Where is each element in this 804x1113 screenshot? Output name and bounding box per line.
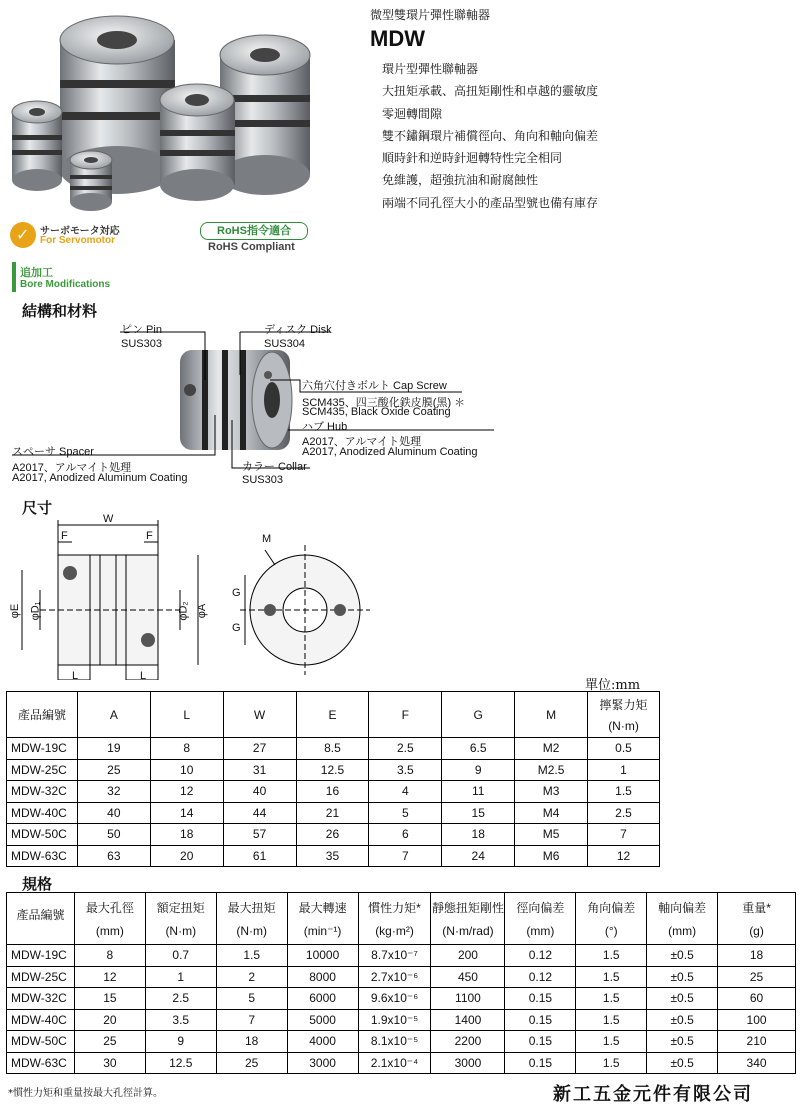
spec-header-label: 最大轉速 bbox=[298, 901, 347, 915]
table-cell: 5 bbox=[369, 802, 442, 824]
table-cell: 40 bbox=[223, 781, 296, 803]
dim-G-label-bottom: G bbox=[232, 622, 241, 634]
table-cell: 2.7x10⁻⁶ bbox=[358, 966, 431, 988]
spec-header-label: 徑向偏差 bbox=[516, 901, 565, 915]
table-cell: MDW-50C bbox=[7, 1031, 75, 1053]
spec-header-label: 慣性力矩* bbox=[368, 901, 421, 915]
table-cell: 12.5 bbox=[145, 1052, 216, 1074]
spec-header-unit: (mm) bbox=[668, 924, 697, 938]
table-cell: 20 bbox=[150, 845, 223, 867]
feature-item: 兩端不同孔徑大小的產品型號也備有庫存 bbox=[382, 195, 599, 210]
table-cell: 8.7x10⁻⁷ bbox=[358, 945, 431, 967]
dim-header-torque-unit: (N·m) bbox=[608, 719, 639, 733]
feature-item: 順時針和逆時針迴轉特性完全相同 bbox=[382, 151, 563, 166]
table-cell: ±0.5 bbox=[647, 988, 718, 1010]
table-cell: 9 bbox=[145, 1031, 216, 1053]
spec-header-label: 重量* bbox=[742, 901, 771, 915]
feature-item: 環片型彈性聯軸器 bbox=[382, 62, 479, 76]
spec-header-unit: (°) bbox=[604, 924, 618, 938]
table-cell: MDW-32C bbox=[7, 988, 75, 1010]
dim-header-F: F bbox=[369, 692, 442, 738]
spec-header-cell bbox=[216, 893, 287, 945]
dim-header-E: E bbox=[296, 692, 369, 738]
collar-material: SUS303 bbox=[242, 474, 283, 486]
rohs-badge-en: RoHS Compliant bbox=[208, 241, 295, 253]
table-row bbox=[7, 781, 660, 803]
table-cell: 1.5 bbox=[576, 1052, 647, 1074]
spec-header-cell bbox=[358, 893, 431, 945]
dim-D1-label: φD₁ bbox=[29, 601, 42, 621]
table-cell: MDW-32C bbox=[7, 781, 78, 803]
table-cell: MDW-19C bbox=[7, 738, 78, 760]
dim-F-label-left: F bbox=[61, 530, 68, 542]
dim-header-A: A bbox=[77, 692, 150, 738]
dim-F-label-right: F bbox=[146, 530, 153, 542]
table-cell: MDW-63C bbox=[7, 845, 78, 867]
table-cell: 5000 bbox=[287, 1009, 358, 1031]
table-cell: 9.6x10⁻⁶ bbox=[358, 988, 431, 1010]
table-cell: 8 bbox=[74, 945, 145, 967]
table-cell: 1.5 bbox=[576, 1031, 647, 1053]
table-cell: 6 bbox=[369, 824, 442, 846]
dim-header-G: G bbox=[442, 692, 515, 738]
bore-modifications-badge bbox=[12, 262, 111, 292]
table-cell: ±0.5 bbox=[647, 1052, 718, 1074]
pin-label: ピン Pin bbox=[121, 324, 162, 336]
table-cell: 27 bbox=[223, 738, 296, 760]
spec-header-unit: (mm) bbox=[526, 924, 555, 938]
disk-label: ディスク Disk bbox=[264, 324, 332, 336]
coupling-tiny-icon bbox=[70, 151, 112, 211]
specs-table bbox=[6, 892, 796, 1074]
pin-material: SUS303 bbox=[121, 338, 162, 350]
servo-badge-jp: サーボモータ対応 bbox=[40, 226, 120, 237]
spec-header-unit: (min⁻¹) bbox=[303, 924, 342, 938]
spec-header-label: 額定扭矩 bbox=[156, 901, 205, 915]
dim-E-label: φE bbox=[9, 603, 22, 619]
table-cell: 21 bbox=[296, 802, 369, 824]
hub-material-en: A2017, Anodized Aluminum Coating bbox=[302, 446, 478, 458]
table-cell: 100 bbox=[718, 1009, 796, 1031]
table-cell: 0.15 bbox=[505, 1052, 576, 1074]
feature-item: 大扭矩承載、高扭矩剛性和卓越的靈敏度 bbox=[382, 84, 599, 99]
table-cell: 6000 bbox=[287, 988, 358, 1010]
table-cell: M6 bbox=[515, 845, 588, 867]
table-cell: 0.12 bbox=[505, 945, 576, 967]
table-cell: 1100 bbox=[431, 988, 505, 1010]
table-cell: 2.1x10⁻⁴ bbox=[358, 1052, 431, 1074]
table-row bbox=[7, 845, 660, 867]
spacer-material-jp: A2017、アルマイト処理 bbox=[12, 462, 132, 474]
table-cell: MDW-19C bbox=[7, 945, 75, 967]
spec-header-cell bbox=[431, 893, 505, 945]
collar-label: カラー Collar bbox=[242, 461, 307, 473]
bolt-hole-icon bbox=[264, 604, 276, 616]
spec-header-unit: (N·m) bbox=[236, 924, 267, 938]
table-cell: MDW-40C bbox=[7, 802, 78, 824]
spec-header-label: 角向偏差 bbox=[587, 901, 636, 915]
spacer-material-en: A2017, Anodized Aluminum Coating bbox=[12, 472, 188, 484]
table-row bbox=[7, 824, 660, 846]
table-cell: 3.5 bbox=[145, 1009, 216, 1031]
table-cell: 60 bbox=[718, 988, 796, 1010]
table-cell: 9 bbox=[442, 759, 515, 781]
table-cell: 200 bbox=[431, 945, 505, 967]
table-cell: 1.5 bbox=[576, 945, 647, 967]
hub-material-jp: A2017、アルマイト処理 bbox=[302, 436, 422, 448]
table-cell: 10 bbox=[150, 759, 223, 781]
coupling-small-left-icon bbox=[12, 101, 62, 191]
table-cell: 26 bbox=[296, 824, 369, 846]
dim-header-M: M bbox=[515, 692, 588, 738]
table-cell: 61 bbox=[223, 845, 296, 867]
table-cell: 1.9x10⁻⁵ bbox=[358, 1009, 431, 1031]
table-cell: 0.15 bbox=[505, 988, 576, 1010]
feature-item: 零迴轉間隙 bbox=[382, 106, 443, 121]
servo-check-icon: ✓ bbox=[16, 225, 30, 244]
table-cell: 8.1x10⁻⁵ bbox=[358, 1031, 431, 1053]
table-cell: 8 bbox=[150, 738, 223, 760]
table-cell: 18 bbox=[216, 1031, 287, 1053]
spec-header-cell bbox=[647, 893, 718, 945]
screw-material-jp: SCM435、四三酸化鉄皮膜(黑) ＊ bbox=[302, 397, 466, 409]
dim-D2-label: φD₂ bbox=[177, 601, 190, 621]
table-cell: 0.7 bbox=[145, 945, 216, 967]
screw-label: 六角穴付きボルト Cap Screw bbox=[302, 380, 447, 392]
spec-header-unit: (N·m) bbox=[165, 924, 197, 938]
dim-W-label: W bbox=[103, 513, 114, 525]
table-cell: 12 bbox=[74, 966, 145, 988]
spec-header-label: 靜態扭矩剛性 bbox=[431, 901, 504, 915]
table-row bbox=[7, 945, 796, 967]
rohs-badge-jp: RoHS指令適合 bbox=[200, 222, 308, 240]
spec-header-cell bbox=[7, 893, 75, 945]
unit-label: 單位:mm bbox=[585, 678, 641, 693]
table-cell: 2.5 bbox=[369, 738, 442, 760]
table-row bbox=[7, 988, 796, 1010]
hub-label: ハブ Hub bbox=[302, 421, 348, 433]
table-cell: 32 bbox=[77, 781, 150, 803]
spec-header-label: 最大扭矩 bbox=[227, 901, 276, 915]
spacer-label: スペーサ Spacer bbox=[12, 446, 94, 458]
table-cell: 20 bbox=[74, 1009, 145, 1031]
table-cell: 1.5 bbox=[588, 781, 660, 803]
spec-header-cell bbox=[74, 893, 145, 945]
table-cell: M2 bbox=[515, 738, 588, 760]
bore-badge-en: Bore Modifications bbox=[20, 279, 111, 290]
table-cell: 7 bbox=[588, 824, 660, 846]
screw-head-icon bbox=[141, 633, 155, 647]
table-cell: 3.5 bbox=[369, 759, 442, 781]
spec-header-cell bbox=[576, 893, 647, 945]
dim-G-label-top: G bbox=[232, 587, 241, 599]
table-cell: 18 bbox=[150, 824, 223, 846]
table-cell: 18 bbox=[718, 945, 796, 967]
specs-title: 規格 bbox=[22, 875, 53, 893]
table-cell: 1.5 bbox=[216, 945, 287, 967]
screw-material-en: SCM435, Black Oxide Coating bbox=[302, 406, 451, 418]
screw-head-icon bbox=[63, 566, 77, 580]
table-cell: 4000 bbox=[287, 1031, 358, 1053]
table-cell: ±0.5 bbox=[647, 1009, 718, 1031]
dim-L-label-right: L bbox=[140, 670, 147, 682]
table-cell: 7 bbox=[216, 1009, 287, 1031]
spec-header-unit: (g) bbox=[749, 924, 764, 938]
table-cell: 210 bbox=[718, 1031, 796, 1053]
table-cell: 15 bbox=[442, 802, 515, 824]
table-cell: 2200 bbox=[431, 1031, 505, 1053]
table-cell: MDW-25C bbox=[7, 759, 78, 781]
table-cell: 1 bbox=[145, 966, 216, 988]
table-cell: 2.5 bbox=[145, 988, 216, 1010]
table-cell: MDW-63C bbox=[7, 1052, 75, 1074]
table-cell: M2.5 bbox=[515, 759, 588, 781]
table-cell: 7 bbox=[369, 845, 442, 867]
dim-header-torque bbox=[588, 692, 660, 738]
table-cell: 12 bbox=[150, 781, 223, 803]
feature-list bbox=[382, 58, 598, 214]
table-cell: 40 bbox=[77, 802, 150, 824]
table-row bbox=[7, 1052, 796, 1074]
table-cell: 2 bbox=[216, 966, 287, 988]
table-cell: 0.5 bbox=[588, 738, 660, 760]
table-cell: 340 bbox=[718, 1052, 796, 1074]
dim-header-L: L bbox=[150, 692, 223, 738]
table-cell: 63 bbox=[77, 845, 150, 867]
table-cell: M5 bbox=[515, 824, 588, 846]
table-cell: 1 bbox=[588, 759, 660, 781]
product-subtitle: 微型雙環片彈性聯軸器 bbox=[370, 8, 491, 22]
table-cell: 25 bbox=[216, 1052, 287, 1074]
table-cell: 44 bbox=[223, 802, 296, 824]
table-cell: 0.15 bbox=[505, 1009, 576, 1031]
table-cell: 3000 bbox=[431, 1052, 505, 1074]
bolt-hole-icon bbox=[334, 604, 346, 616]
table-cell: 15 bbox=[74, 988, 145, 1010]
table-cell: ±0.5 bbox=[647, 1031, 718, 1053]
table-cell: 12.5 bbox=[296, 759, 369, 781]
table-cell: 1.5 bbox=[576, 966, 647, 988]
table-cell: 35 bbox=[296, 845, 369, 867]
dim-header-W: W bbox=[223, 692, 296, 738]
dimensions-title: 尺寸 bbox=[22, 499, 53, 517]
spec-header-cell bbox=[145, 893, 216, 945]
table-cell: 14 bbox=[150, 802, 223, 824]
table-cell: ±0.5 bbox=[647, 945, 718, 967]
table-row bbox=[7, 738, 660, 760]
dim-M-label: M bbox=[262, 533, 272, 545]
table-cell: 1400 bbox=[431, 1009, 505, 1031]
product-model: MDW bbox=[370, 26, 425, 51]
table-cell: MDW-25C bbox=[7, 966, 75, 988]
table-cell: 1.5 bbox=[576, 988, 647, 1010]
dim-A-label: φA bbox=[196, 603, 209, 619]
table-cell: 25 bbox=[74, 1031, 145, 1053]
table-row bbox=[7, 1031, 796, 1053]
rohs-badge bbox=[200, 222, 310, 256]
spec-header-unit: (N·m/rad) bbox=[442, 924, 494, 938]
table-cell: 6.5 bbox=[442, 738, 515, 760]
table-cell: M4 bbox=[515, 802, 588, 824]
coupling-middle-icon bbox=[160, 84, 235, 201]
spec-header-cell bbox=[718, 893, 796, 945]
servo-badge-en: For Servomotor bbox=[40, 235, 116, 246]
table-cell: 12 bbox=[588, 845, 660, 867]
table-cell: MDW-50C bbox=[7, 824, 78, 846]
table-cell: 57 bbox=[223, 824, 296, 846]
table-cell: 30 bbox=[74, 1052, 145, 1074]
dimensions-table bbox=[6, 691, 660, 867]
table-cell: 19 bbox=[77, 738, 150, 760]
table-cell: 11 bbox=[442, 781, 515, 803]
bore-badge-jp: 追加工 bbox=[20, 267, 53, 279]
feature-item: 雙不鏽鋼環片補償徑向、角向和軸向偏差 bbox=[382, 128, 599, 143]
table-cell: 450 bbox=[431, 966, 505, 988]
table-cell: 16 bbox=[296, 781, 369, 803]
table-row bbox=[7, 802, 660, 824]
table-cell: ±0.5 bbox=[647, 966, 718, 988]
table-row bbox=[7, 759, 660, 781]
table-cell: 4 bbox=[369, 781, 442, 803]
coupling-cutaway-icon bbox=[180, 350, 292, 450]
table-cell: 31 bbox=[223, 759, 296, 781]
dim-header-torque-label: 擰緊力矩 bbox=[599, 698, 648, 712]
feature-item: 免維護，超強抗油和耐腐蝕性 bbox=[382, 173, 539, 188]
table-cell: 8.5 bbox=[296, 738, 369, 760]
table-cell: 0.12 bbox=[505, 966, 576, 988]
table-cell: 24 bbox=[442, 845, 515, 867]
table-cell: MDW-40C bbox=[7, 1009, 75, 1031]
spec-header-label: 產品編號 bbox=[16, 908, 65, 922]
servomotor-badge bbox=[10, 222, 120, 250]
table-cell: 3000 bbox=[287, 1052, 358, 1074]
table-cell: M3 bbox=[515, 781, 588, 803]
table-cell: 18 bbox=[442, 824, 515, 846]
table-cell: 5 bbox=[216, 988, 287, 1010]
table-cell: 25 bbox=[77, 759, 150, 781]
spec-header-unit: (kg·m²) bbox=[375, 924, 414, 938]
company-name: 新工五金元件有限公司 bbox=[553, 1084, 753, 1105]
table-cell: 2.5 bbox=[588, 802, 660, 824]
table-cell: 8000 bbox=[287, 966, 358, 988]
spec-header-label: 軸向偏差 bbox=[658, 901, 707, 915]
dim-L-label-left: L bbox=[72, 670, 79, 682]
structure-title: 結構和材料 bbox=[22, 302, 98, 320]
disk-material: SUS304 bbox=[264, 338, 305, 350]
table-cell: 1.5 bbox=[576, 1009, 647, 1031]
table-cell: 10000 bbox=[287, 945, 358, 967]
spec-header-cell bbox=[505, 893, 576, 945]
spec-header-unit: (mm) bbox=[95, 924, 124, 938]
footnote: *慣性力矩和重量按最大孔徑計算。 bbox=[8, 1088, 163, 1099]
table-row bbox=[7, 1009, 796, 1031]
spec-header-cell bbox=[287, 893, 358, 945]
spec-header-label: 最大孔徑 bbox=[85, 901, 134, 915]
table-row bbox=[7, 966, 796, 988]
dim-header-product: 產品編號 bbox=[7, 692, 78, 738]
table-cell: 50 bbox=[77, 824, 150, 846]
table-cell: 25 bbox=[718, 966, 796, 988]
table-cell: 0.15 bbox=[505, 1031, 576, 1053]
